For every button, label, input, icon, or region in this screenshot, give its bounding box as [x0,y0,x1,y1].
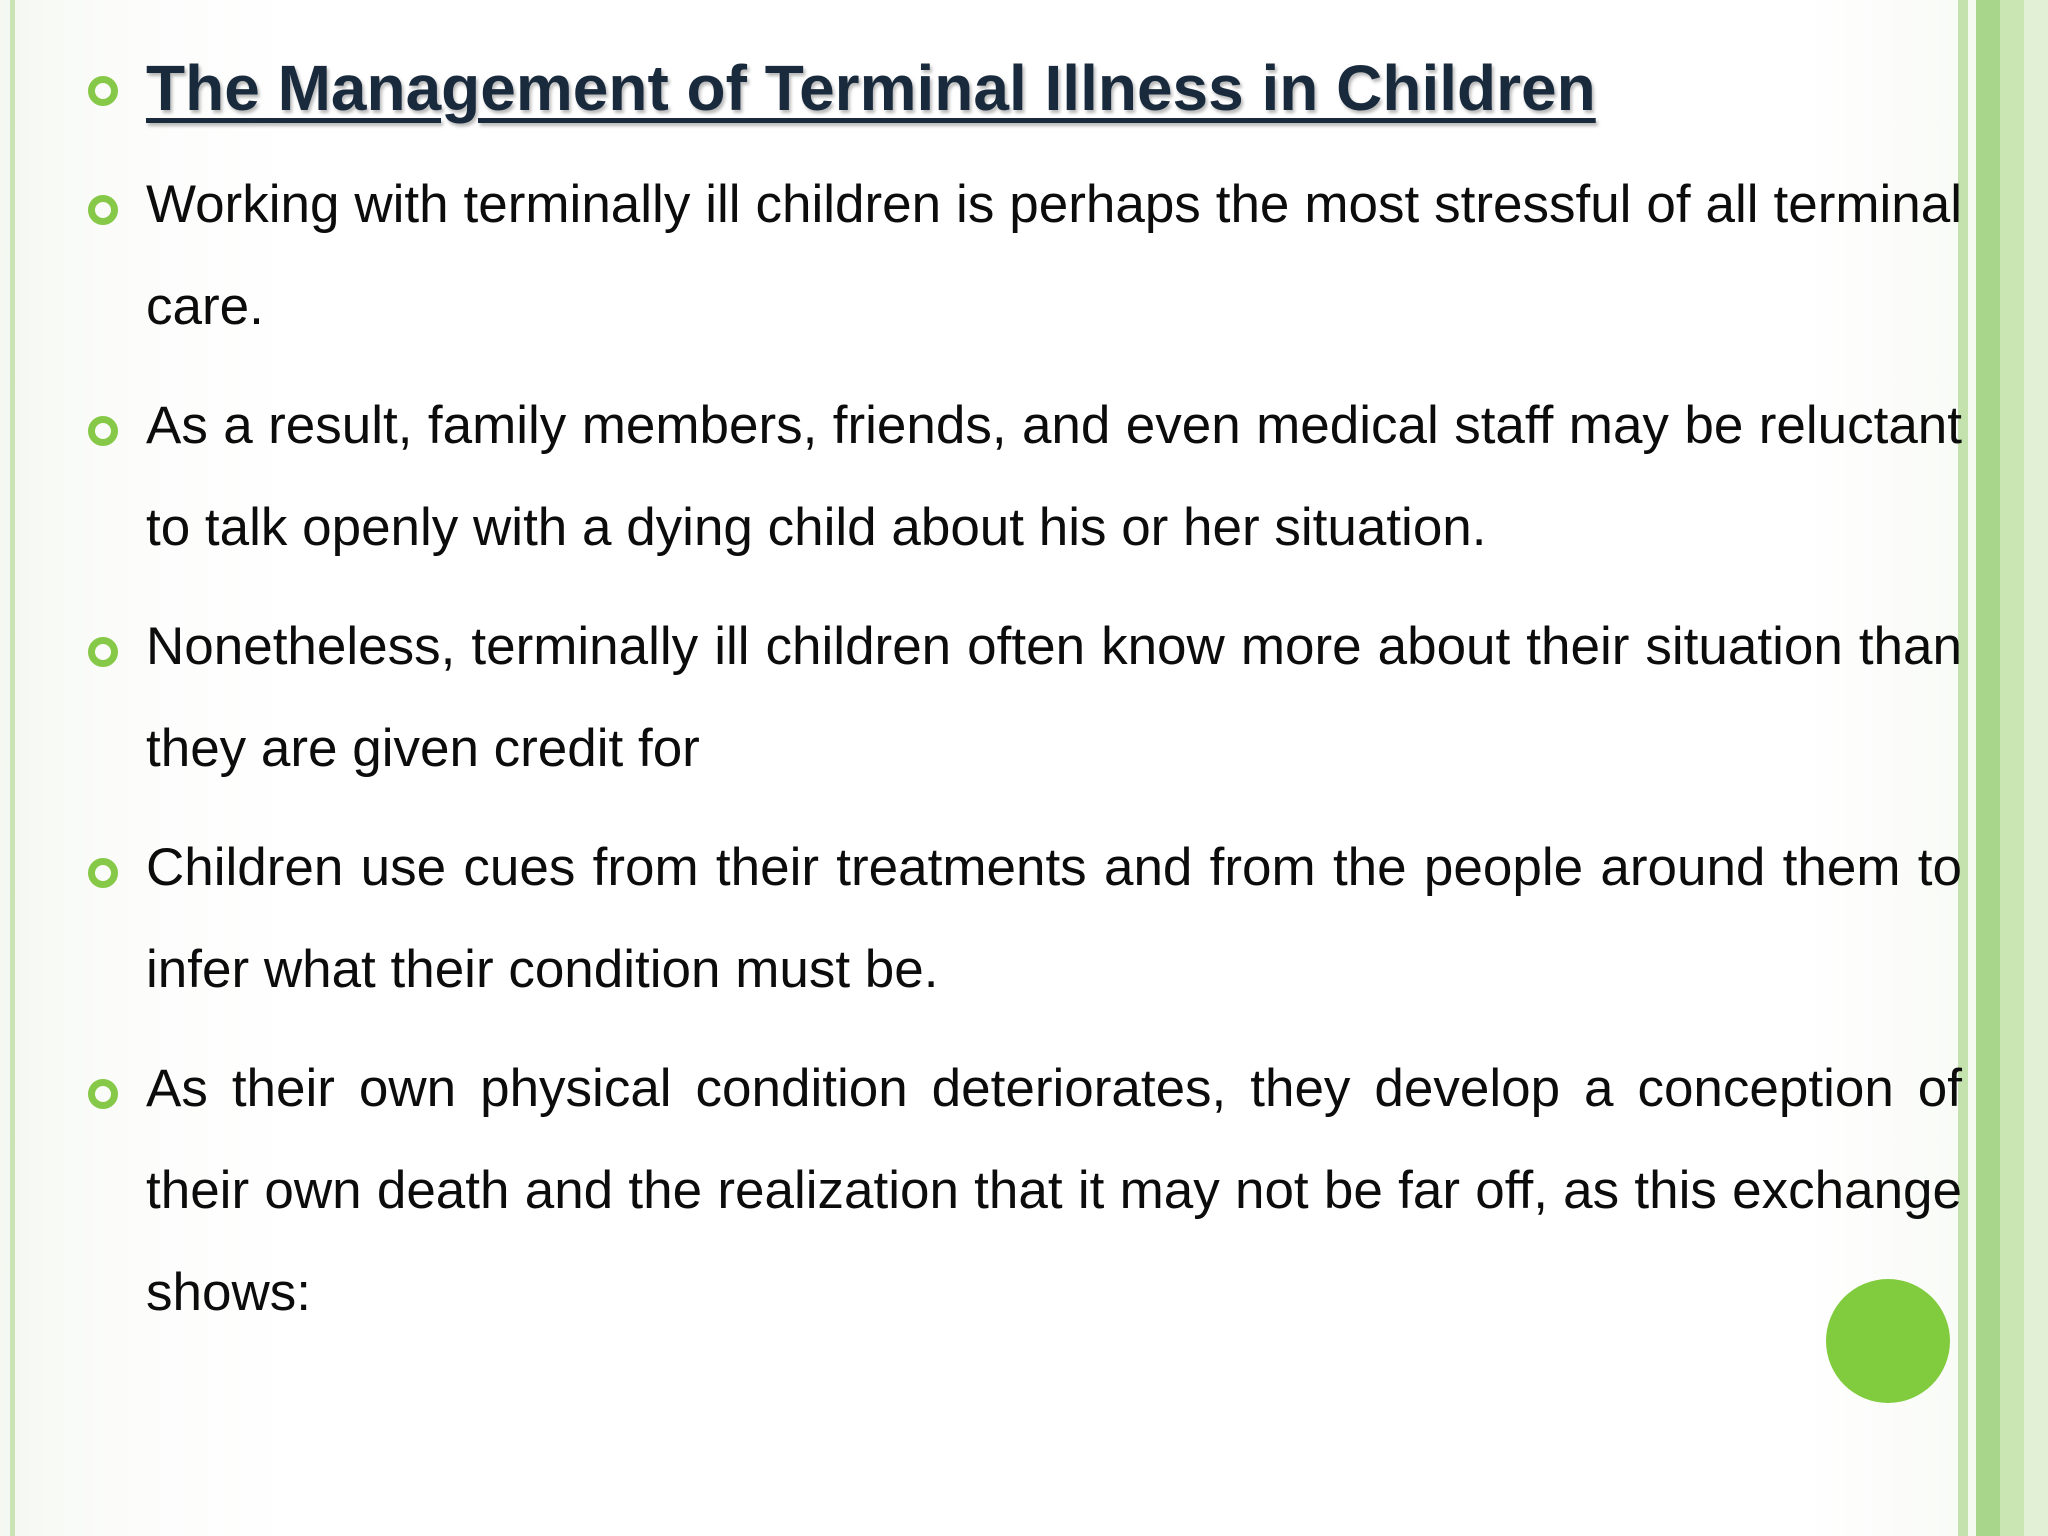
bullet-text: Working with terminally ill children is perhaps the most stressful of all terminal care. [146,175,1962,336]
right-border-gap [1968,0,1976,1536]
bullet-item [86,817,1962,1021]
bullet-text: Nonetheless, terminally ill children often know more about their situation than they are given credit for [146,617,1962,778]
right-border-stripe [2000,0,2024,1536]
bullet-circle-icon [88,195,118,225]
bullet-item [86,596,1962,800]
bullet-item [86,1038,1962,1344]
left-border-line [10,0,15,1536]
bullet-item [86,154,1962,358]
bullet-text: As a result, family members, friends, and even medical staff may be reluctant to talk openly with a dying child about his or her situation. [146,396,1962,557]
right-border-stripe [2024,0,2048,1536]
decorative-green-circle [1826,1279,1950,1403]
bullet-text: Children use cues from their treatments and from the people around them to infer what their condition must be. [146,838,1962,999]
bullet-circle-icon [88,416,118,446]
bullet-text: As their own physical condition deteriorates, they develop a conception of their own death and the realization that it may not be far off, as this exchange shows: [146,1059,1962,1322]
slide-title: The Management of Terminal Illness in Children [146,52,1596,124]
bullet-circle-icon [88,637,118,667]
bullet-circle-icon [88,858,118,888]
bullet-circle-icon [88,1079,118,1109]
slide-content [86,42,1964,1361]
title-row [86,42,1962,154]
bullet-item [86,375,1962,579]
bullet-circle-icon [88,76,118,106]
right-border-stripe [1976,0,2000,1536]
